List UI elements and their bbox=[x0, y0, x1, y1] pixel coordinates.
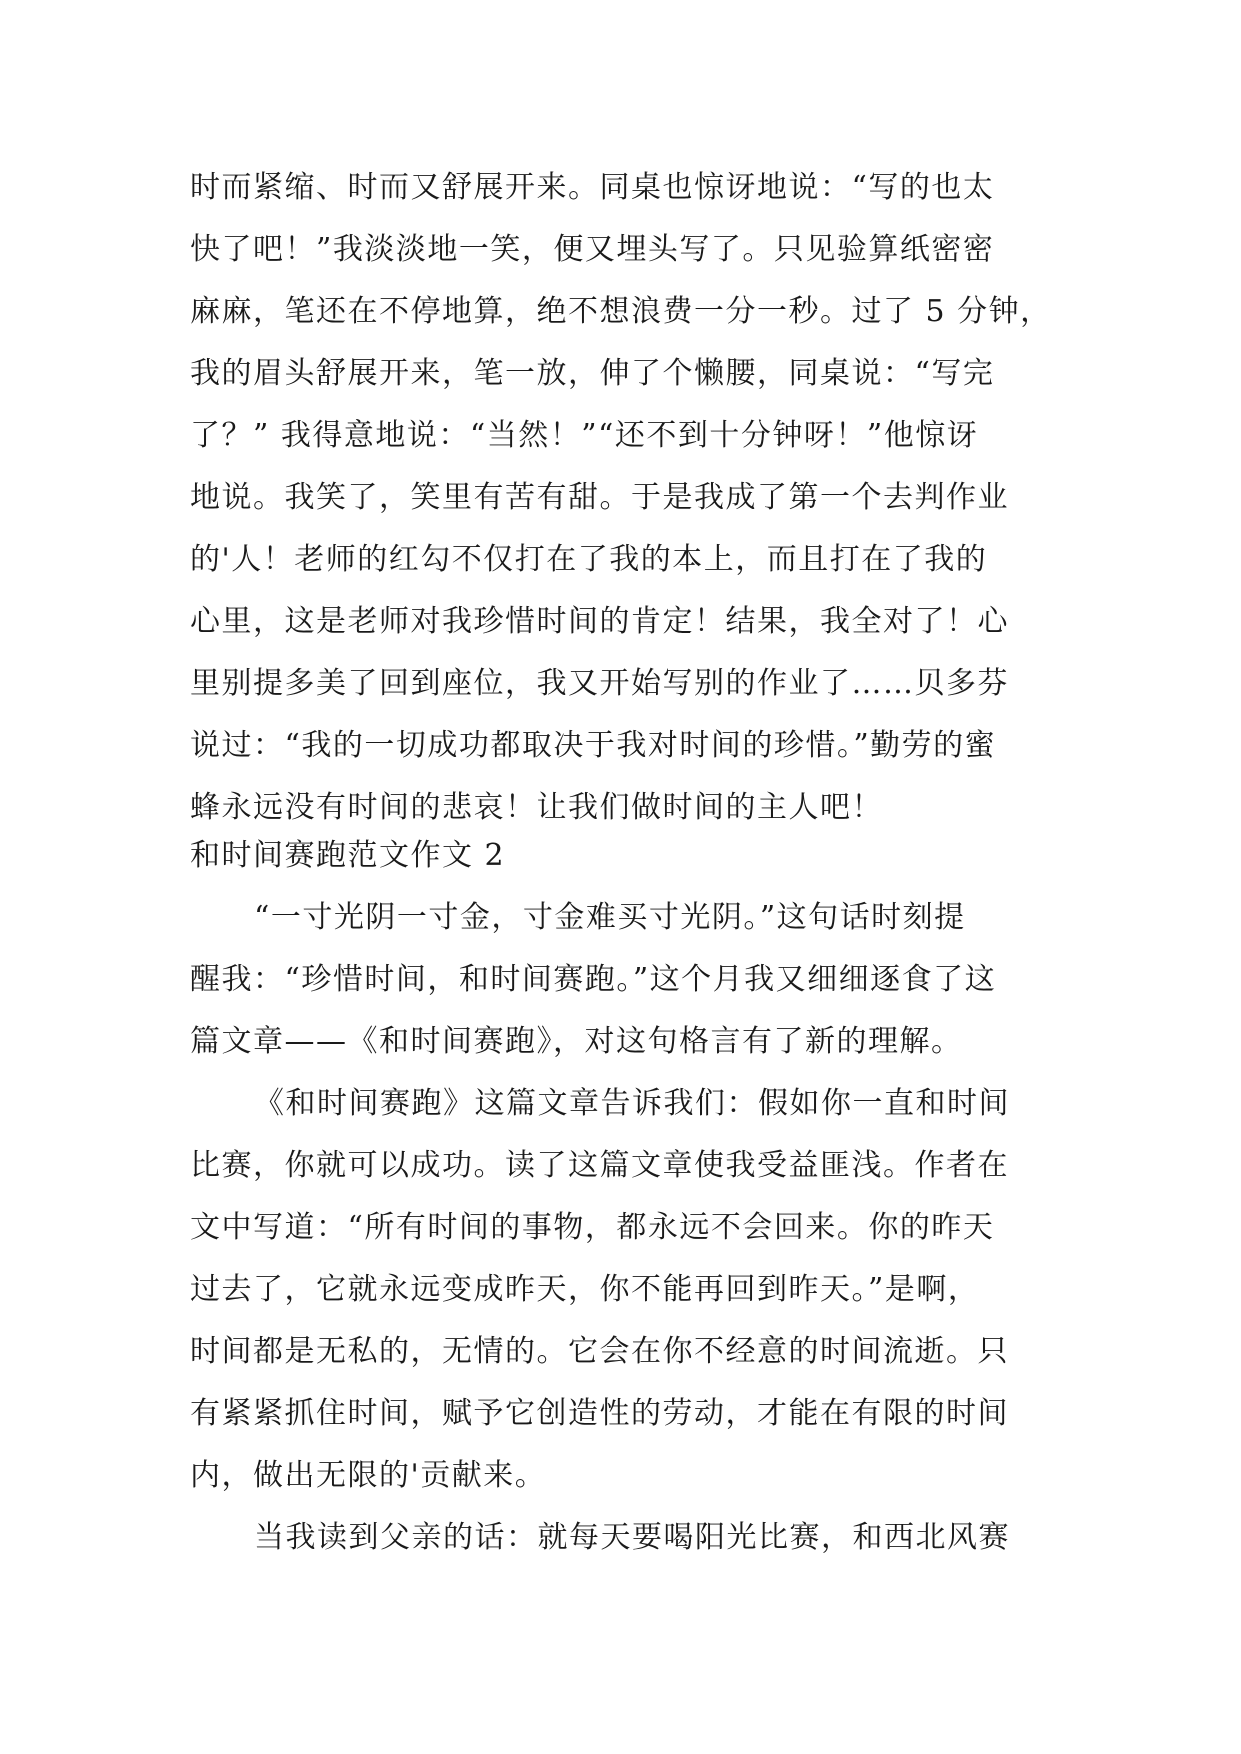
text-line: 说过：“我的一切成功都取决于我对时间的珍惜。”勤劳的蜜 bbox=[190, 728, 997, 763]
text-line: 过去了，它就永远变成昨天，你不能再回到昨天。”是啊， bbox=[190, 1272, 980, 1307]
text-line: 醒我：“珍惜时间，和时间赛跑。”这个月我又细细逐食了这 bbox=[190, 962, 997, 997]
text-line: 地说。我笑了，笑里有苦有甜。于是我成了第一个去判作业 bbox=[190, 480, 1009, 515]
text-line: 了？” 我得意地说：“当然！”“还不到十分钟呀！”他惊讶 bbox=[190, 418, 979, 453]
text-line: 蜂永远没有时间的悲哀！让我们做时间的主人吧！ bbox=[190, 790, 883, 825]
text-line: 比赛，你就可以成功。读了这篇文章使我受益匪浅。作者在 bbox=[190, 1148, 1009, 1183]
text-line: 时而紧缩、时而又舒展开来。同桌也惊讶地说：“写的也太 bbox=[190, 170, 995, 205]
text-line: 文中写道：“所有时间的事物，都永远不会回来。你的昨天 bbox=[190, 1210, 995, 1245]
text-line: “一寸光阴一寸金，寸金难买寸光阴。”这句话时刻提 bbox=[254, 900, 966, 935]
text-line: 《和时间赛跑》这篇文章告诉我们：假如你一直和时间 bbox=[254, 1086, 1010, 1121]
text-line: 心里，这是老师对我珍惜时间的肯定！结果，我全对了！心 bbox=[190, 604, 1009, 639]
text-line: 有紧紧抓住时间，赋予它创造性的劳动，才能在有限的时间 bbox=[190, 1396, 1009, 1431]
text-line: 时间都是无私的，无情的。它会在你不经意的时间流逝。只 bbox=[190, 1334, 1009, 1369]
text-line: 当我读到父亲的话：就每天要喝阳光比赛，和西北风赛 bbox=[254, 1520, 1010, 1555]
text-line: 快了吧！”我淡淡地一笑，便又埋头写了。只见验算纸密密 bbox=[190, 232, 995, 267]
essay-2-heading: 和时间赛跑范文作文 2 bbox=[190, 838, 506, 873]
essay-2-body bbox=[190, 887, 1050, 1569]
text-line: 麻麻，笔还在不停地算，绝不想浪费一分一秒。过了 5 分钟， bbox=[190, 294, 1052, 329]
text-line: 内，做出无限的'贡献来。 bbox=[190, 1458, 547, 1493]
text-line: 的'人！老师的红勾不仅打在了我的本上，而且打在了我的 bbox=[190, 542, 988, 577]
text-line: 篇文章——《和时间赛跑》，对这句格言有了新的理解。 bbox=[190, 1024, 963, 1059]
essay-continuation-paragraph bbox=[190, 157, 1050, 839]
text-line: 我的眉头舒展开来，笔一放，伸了个懒腰，同桌说：“写完 bbox=[190, 356, 995, 391]
text-line: 里别提多美了回到座位，我又开始写别的作业了……贝多芬 bbox=[190, 666, 1009, 701]
